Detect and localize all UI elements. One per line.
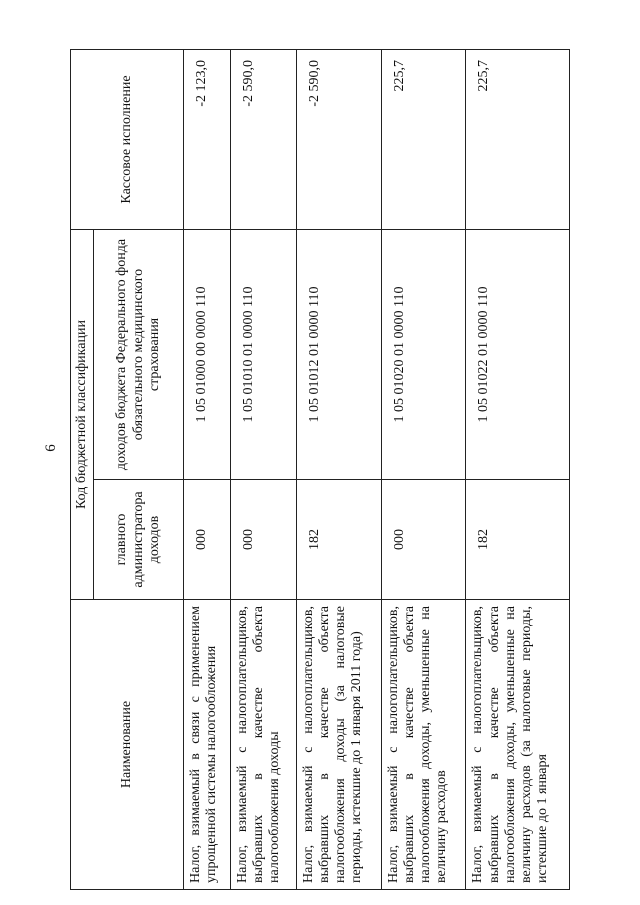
header-income-code: доходов бюджета Федерального фонда обязательного медицинского страхования — [94, 230, 184, 480]
row-admin-code: 000 — [381, 480, 466, 600]
row-admin-code: 182 — [466, 480, 570, 600]
row-admin-code: 182 — [297, 480, 382, 600]
header-name: Наименование — [71, 600, 184, 890]
row-admin-code: 000 — [184, 480, 231, 600]
row-amount: 225,7 — [381, 50, 466, 230]
budget-classification-table — [70, 49, 570, 890]
row-admin-code: 000 — [231, 480, 297, 600]
rotated-table-frame — [70, 50, 570, 890]
header-admin-code: главного администратора доходов — [94, 480, 184, 600]
row-income-code: 1 05 01020 01 0000 110 — [381, 230, 466, 480]
row-amount: -2 590,0 — [231, 50, 297, 230]
row-income-code: 1 05 01010 01 0000 110 — [231, 230, 297, 480]
table-row — [381, 50, 466, 890]
table-row — [297, 50, 382, 890]
table-row — [184, 50, 231, 890]
header-classification-group: Код бюджетной классификации — [71, 230, 94, 600]
row-name: Налог, взимаемый с налогоплательщиков, выбравших в качестве объекта налогообложения доходы — [231, 600, 297, 890]
row-name: Налог, взимаемый с налогоплательщиков, выбравших в качестве объекта налогообложения доходы, уменьшенные на величину расходов (за налоговые периоды, истекшие до 1 января — [466, 600, 570, 890]
row-amount: -2 590,0 — [297, 50, 382, 230]
row-name: Налог, взимаемый с налогоплательщиков, выбравших в качестве объекта налогообложения доходы (за налоговые периоды, истекшие до 1 января 2011 года) — [297, 600, 382, 890]
row-name: Налог, взимаемый с налогоплательщиков, выбравших в качестве объекта налогообложения доходы, уменьшенные на величину расходов — [381, 600, 466, 890]
header-amount: Кассовое исполнение — [71, 50, 184, 230]
row-income-code: 1 05 01012 01 0000 110 — [297, 230, 382, 480]
page-number: 6 — [43, 444, 59, 452]
table-row — [466, 50, 570, 890]
row-name: Налог, взимаемый в связи с применением упрощенной системы налогообложения — [184, 600, 231, 890]
row-amount: -2 123,0 — [184, 50, 231, 230]
budget-table-container — [70, 50, 570, 890]
row-amount: 225,7 — [466, 50, 570, 230]
table-row — [231, 50, 297, 890]
row-income-code: 1 05 01022 01 0000 110 — [466, 230, 570, 480]
row-income-code: 1 05 01000 00 0000 110 — [184, 230, 231, 480]
